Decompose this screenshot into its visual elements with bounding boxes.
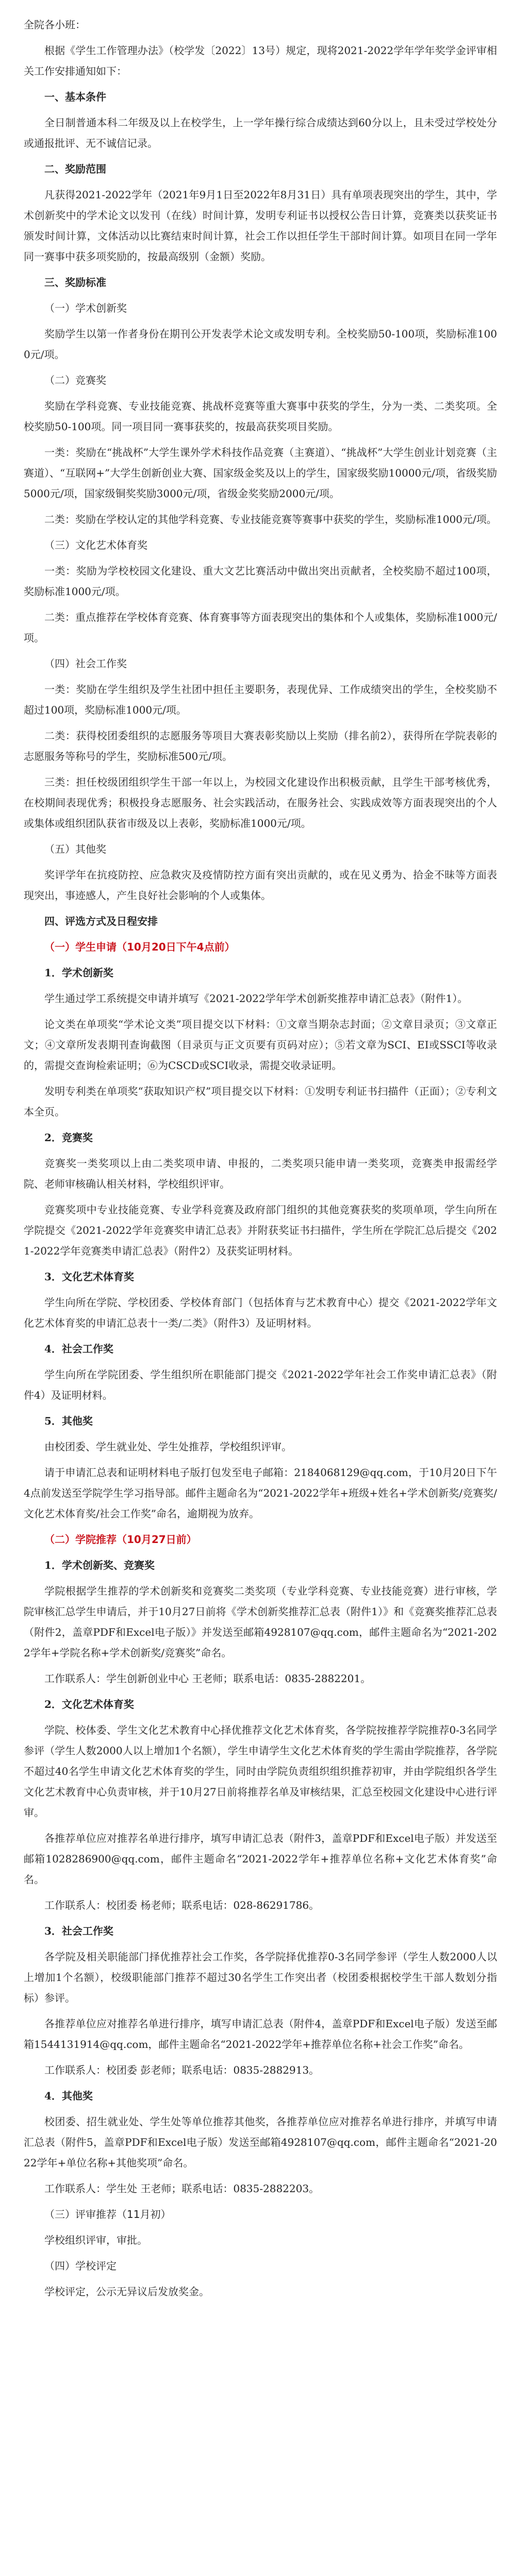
- paragraph: 奖励学生以第一作者身份在期刊公开发表学术论文或发明专利。全校奖励50-100项，奖励标准1000元/项。: [24, 328, 497, 361]
- paragraph: 奖励在学科竞赛、专业技能竞赛、挑战杯竞赛等重大赛事中获奖的学生，分为一类、二类奖项。全校奖励50-100项。同一项目同一赛事获奖的，按最高获奖项目奖励。: [24, 400, 497, 433]
- paragraph: 工作联系人：学生处 王老师；联系电话：0835-2882203。: [44, 2182, 320, 2195]
- section-heading: 4．其他奖: [44, 2090, 93, 2102]
- section-heading: （五）其他奖: [44, 843, 106, 855]
- paragraph: 学院根据学生推荐的学术创新奖和竞赛奖二类奖项（专业学科竞赛、专业技能竞赛）进行审核，学院审核汇总学生申请后，并于10月27日前将《学术创新奖推荐汇总表（附件1）》和《竞赛奖推荐汇总表（附件2，盖章PDF和Excel电子版）》并发送至邮箱4928107@qq.com，邮件主题命名为“2021-2022学年+学院名称+学术创新奖/竞赛奖”命名。: [24, 1585, 497, 1659]
- paragraph: 工作联系人：校团委 彭老师；联系电话：0835-2882913。: [44, 2064, 320, 2076]
- paragraph: 学生向所在学院团委、学生组织所在职能部门提交《2021-2022学年社会工作奖申请汇总表》（附件4）及证明材料。: [24, 1368, 497, 1401]
- section-heading: 二、奖励范围: [44, 163, 106, 175]
- paragraph: 各推荐单位应对推荐名单进行排序，填写申请汇总表（附件4，盖章PDF和Excel电子版）发送至邮箱1544131914@qq.com，邮件主题命名“2021-2022学年+推荐单位名称+社会工作奖”命名。: [24, 2018, 497, 2050]
- paragraph: 学校组织评审，审批。: [44, 2234, 147, 2246]
- paragraph: 奖评学年在抗疫防控、应急救灾及疫情防控方面有突出贡献的，或在见义勇为、拾金不昧等方面表现突出，事迹感人，产生良好社会影响的个人或集体。: [24, 869, 497, 902]
- section-heading: 3．文化艺术体育奖: [44, 1270, 134, 1283]
- paragraph: 由校团委、学生就业处、学生处推荐，学校组织评审。: [44, 1440, 292, 1453]
- section-heading: （四）社会工作奖: [44, 657, 127, 670]
- paragraph: 各学院及相关职能部门择优推荐社会工作奖，各学院择优推荐0-3名同学参评（学生人数2000人以上增加1个名额），校级职能部门推荐不超过30名学生工作突出者（校团委根据校学生干部人数划分指标）参评。: [24, 1951, 497, 2004]
- paragraph: 学校评定，公示无异议后发放奖金。: [44, 2285, 209, 2298]
- paragraph: 根据《学生工作管理办法》（校学发〔2022〕13号）规定，现将2021-2022学年学年奖学金评审相关工作安排通知如下：: [24, 44, 497, 77]
- section-heading: 三、奖励标准: [44, 276, 106, 289]
- section-heading: （三）评审推荐（11月初）: [44, 2208, 171, 2221]
- section-heading: 四、评选方式及日程安排: [44, 915, 158, 927]
- paragraph: 请于申请汇总表和证明材料电子版打包发至电子邮箱：2184068129@qq.com，于10月20日下午4点前发送至学院学生学习指导部。邮件主题命名为“2021-2022学年+班级+姓名+学术创新奖/竞赛奖/文化艺术体育奖/社会工作奖”命名，逾期视为放弃。: [24, 1466, 497, 1520]
- paragraph: 校团委、招生就业处、学生处等单位推荐其他奖，各推荐单位应对推荐名单进行排序，并填写申请汇总表（附件5，盖章PDF和Excel电子版）发送至邮箱4928107@qq.com，邮件主题命名“2021-2022学年+单位名称+其他奖项”命名。: [24, 2115, 497, 2169]
- section-heading: （一）学术创新奖: [44, 302, 127, 314]
- section-heading: （四）学校评定: [44, 2260, 117, 2272]
- section-heading: （三）文化艺术体育奖: [44, 539, 147, 551]
- paragraph: 一类：奖励在“挑战杯”大学生课外学术科技作品竞赛（主赛道）、“挑战杯”大学生创业计划竞赛（主赛道）、“互联网+”大学生创新创业大赛、国家级金奖及以上的学生，国家级奖励10000元/项，省级奖励5000元/项，国家级铜奖奖励3000元/项，省级金奖奖励2000元/项。: [24, 446, 497, 500]
- section-heading: （二）竞赛奖: [44, 374, 106, 386]
- paragraph: 二类：奖励在学校认定的其他学科竞赛、专业技能竞赛等赛事中获奖的学生，奖励标准1000元/项。: [44, 513, 497, 526]
- paragraph: 一类：奖励在学生组织及学生社团中担任主要职务，表现优异、工作成绩突出的学生，全校奖励不超过100项，奖励标准1000元/项。: [24, 683, 497, 716]
- paragraph: 凡获得2021-2022学年（2021年9月1日至2022年8月31日）具有单项表现突出的学生，其中，学术创新奖中的学术论文以发刊（在线）时间计算，发明专利证书以授权公告日计算，竞赛类以获奖证书颁发时间计算，文体活动以比赛结束时间计算，社会工作以担任学生干部时间计算。如项目在同一学年同一赛事中获多项奖励的，按最高级别（金额）奖励。: [24, 189, 497, 263]
- paragraph: 学院、校体委、学生文化艺术教育中心择优推荐文化艺术体育奖，各学院按推荐学院推荐0-3名同学参评（学生人数2000人以上增加1个名额），学生申请学生文化艺术体育奖的学生需由学院推荐，各学院不超过40名学生申请文化艺术体育奖的学生，同时由学院负责组织组织推荐初审，并由学院组织各学生文化艺术教育中心负责审核，并于10月27日前将推荐名单及审核结果，汇总至校园文化建设中心进行评审。: [24, 1724, 497, 1819]
- paragraph: 一类：奖励为学校校园文化建设、重大文艺比赛活动中做出突出贡献者，全校奖励不超过100项，奖励标准1000元/项。: [24, 565, 497, 598]
- paragraph: 工作联系人：校团委 杨老师；联系电话：028-86291786。: [44, 1899, 320, 1911]
- paragraph: 竞赛奖一类奖项以上由二类奖项申请、申报的，二类奖项只能申请一类奖项，竞赛类申报需经学院、老师审核确认相关材料，学校组织评审。: [24, 1157, 497, 1190]
- section-heading: 3．社会工作奖: [44, 1925, 113, 1937]
- paragraph: 二类：重点推荐在学校体育竞赛、体育赛事等方面表现突出的集体和个人或集体，奖励标准1000元/项。: [24, 611, 497, 644]
- paragraph: 三类：担任校级团组织学生干部一年以上，为校园文化建设作出积极贡献，且学生干部考核优秀，在校期间表现优秀；积极投身志愿服务、社会实践活动，在服务社会、实践成效等方面表现突出的个人或集体或组织团队获省市级及以上表彰，奖励标准1000元/项。: [24, 776, 497, 829]
- paragraph: 竞赛奖项中专业技能竞赛、专业学科竞赛及政府部门组织的其他竞赛获奖的奖项单项，学生向所在学院提交《2021-2022学年竞赛奖申请汇总表》并附获奖证书扫描件，学生所在学院汇总后提交《2021-2022学年竞赛类申请汇总表》（附件2）及获奖证明材料。: [24, 1204, 497, 1257]
- paragraph: 学生通过学工系统提交申请并填写《2021-2022学年学术创新奖推荐申请汇总表》（附件1）。: [44, 992, 468, 1005]
- paragraph: 论文类在单项奖“学术论文类”项目提交以下材料：①文章当期杂志封面；②文章目录页；③文章正文；④文章所发表期刊查询截图（目录页与正文页要有页码对应）；⑤若文章为SCI、EI或SSCI等收录的，需提交查询检索证明；⑥为CSCD或SCI收录，需提交收录证明。: [24, 1018, 497, 1072]
- paragraph: 发明专利类在单项奖“获取知识产权”项目提交以下材料：①发明专利证书扫描件（正面）；②专利文本全页。: [24, 1085, 497, 1118]
- section-heading: 4．社会工作奖: [44, 1343, 113, 1355]
- paragraph: 各推荐单位应对推荐名单进行排序，填写申请汇总表（附件3，盖章PDF和Excel电子版）并发送至邮箱1028286900@qq.com，邮件主题命名“2021-2022学年+推荐单位名称+文化艺术体育奖”命名。: [24, 1832, 497, 1886]
- section-heading: 5．其他奖: [44, 1415, 93, 1427]
- section-heading: （一）学生申请（10月20日下午4点前）: [44, 941, 235, 953]
- section-heading: 2．文化艺术体育奖: [44, 1698, 134, 1710]
- section-heading: （二）学院推荐（10月27日前）: [44, 1533, 197, 1546]
- section-heading: 一、基本条件: [44, 91, 106, 103]
- section-heading: 1．学术创新奖、竞赛奖: [44, 1559, 155, 1571]
- section-heading: 2．竞赛奖: [44, 1131, 93, 1144]
- section-heading: 1．学术创新奖: [44, 967, 113, 979]
- greeting: 全院各小班：: [24, 19, 86, 31]
- paragraph: 工作联系人：学生创新创业中心 王老师；联系电话：0835-2882201。: [44, 1672, 371, 1685]
- document-content: [24, 40, 497, 2302]
- paragraph: 全日制普通本科二年级及以上在校学生，上一学年操行综合成绩达到60分以上，且未受过学校处分或通报批评、无不诚信记录。: [24, 116, 497, 149]
- paragraph: 二类：获得校团委组织的志愿服务等项目大赛表彰奖励以上奖励（排名前2），获得所在学院表彰的志愿服务等称号的学生，奖励标准500元/项。: [24, 730, 497, 762]
- paragraph: 学生向所在学院、学校团委、学校体育部门（包括体育与艺术教育中心）提交《2021-2022学年文化艺术体育奖的申请汇总表十一类/二类》（附件3）及证明材料。: [24, 1296, 497, 1329]
